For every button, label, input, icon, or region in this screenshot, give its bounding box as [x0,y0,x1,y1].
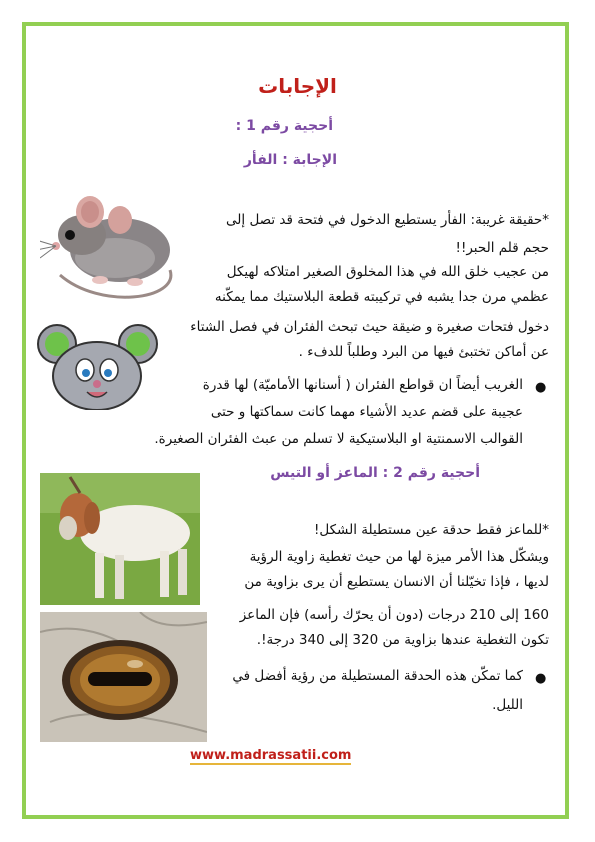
goat-eye-photo [40,612,207,742]
riddle-2-heading: أحجية رقم 2 : الماعز أو التيس [270,465,480,481]
goat-photo [40,473,200,605]
riddle-1-bullet-line-2: عجيبة على قضم عديد الأشياء مهما كانت سماكتها و حتى [210,404,523,420]
riddle-2-bullet-line-1: كما تمكّن هذه الحدقة المستطيلة من رؤية أفضل في [232,668,523,684]
riddle-1-answer: الإجابة : الفأر [243,152,337,168]
riddle-1-bullet-line-3: القوالب الاسمنتية او البلاستيكية لا تسلم من عبث الفئران الصغيرة. [154,431,523,447]
riddle-1-line-6: عن أماكن تختبئ فيها من البرد وطلباً للدفء . [298,344,549,360]
riddle-1-line-4: عظمي مرن جدا يشبه في تركيبته قطعة البلاستيك مما يمكّنه [214,289,549,305]
riddle-2-line-1: *للماعز فقط حدقة عين مستطيلة الشكل! [313,522,549,538]
riddle-1-bullet-line-1: الغريب أيضاً ان قواطع الفئران ( أسنانها الأماميّة) لها قدرة [202,377,523,393]
riddle-2-bullet-line-2: الليل. [492,697,523,713]
website-link-text: www.madrassatii.com [190,748,352,763]
link-underline [190,763,351,765]
website-link[interactable] [190,748,351,763]
riddle-2-line-3: لديها ، فإذا تخيّلنا أن الانسان يستطيع أن يرى بزاوية من [244,574,549,590]
riddle-1-line-5: دخول فتحات صغيرة و ضيقة حيث تبحث الفئران في فصل الشتاء [190,319,549,335]
bullet-icon: ● [535,671,547,686]
riddle-2-line-5: تكون التغطية عندها بزاوية من 320 إلى 340 درجة!. [256,632,549,648]
riddle-2-line-4: 160 إلى 210 درجات (دون أن يحرّك رأسه) فإن الماعز [239,607,549,623]
riddle-1-line-1: *حقيقة غريبة: الفأر يستطيع الدخول في فتحة قد تصل إلى [226,212,549,228]
riddle-1-line-3: من عجيب خلق الله في هذا المخلوق الصغير امتلاكه لهيكل [226,264,549,280]
riddle-2-line-2: ويشكّل هذا الأمر ميزة لها من حيث تغطية زاوية الرؤية [249,549,549,565]
cartoon-mouse-image [35,318,160,410]
mouse-photo [40,180,190,310]
riddle-1-heading: أحجية رقم 1 : [235,118,333,134]
page-title: الإجابات [258,74,337,98]
bullet-icon: ● [535,380,547,395]
riddle-1-line-2: حجم قلم الحبر!! [455,240,549,256]
